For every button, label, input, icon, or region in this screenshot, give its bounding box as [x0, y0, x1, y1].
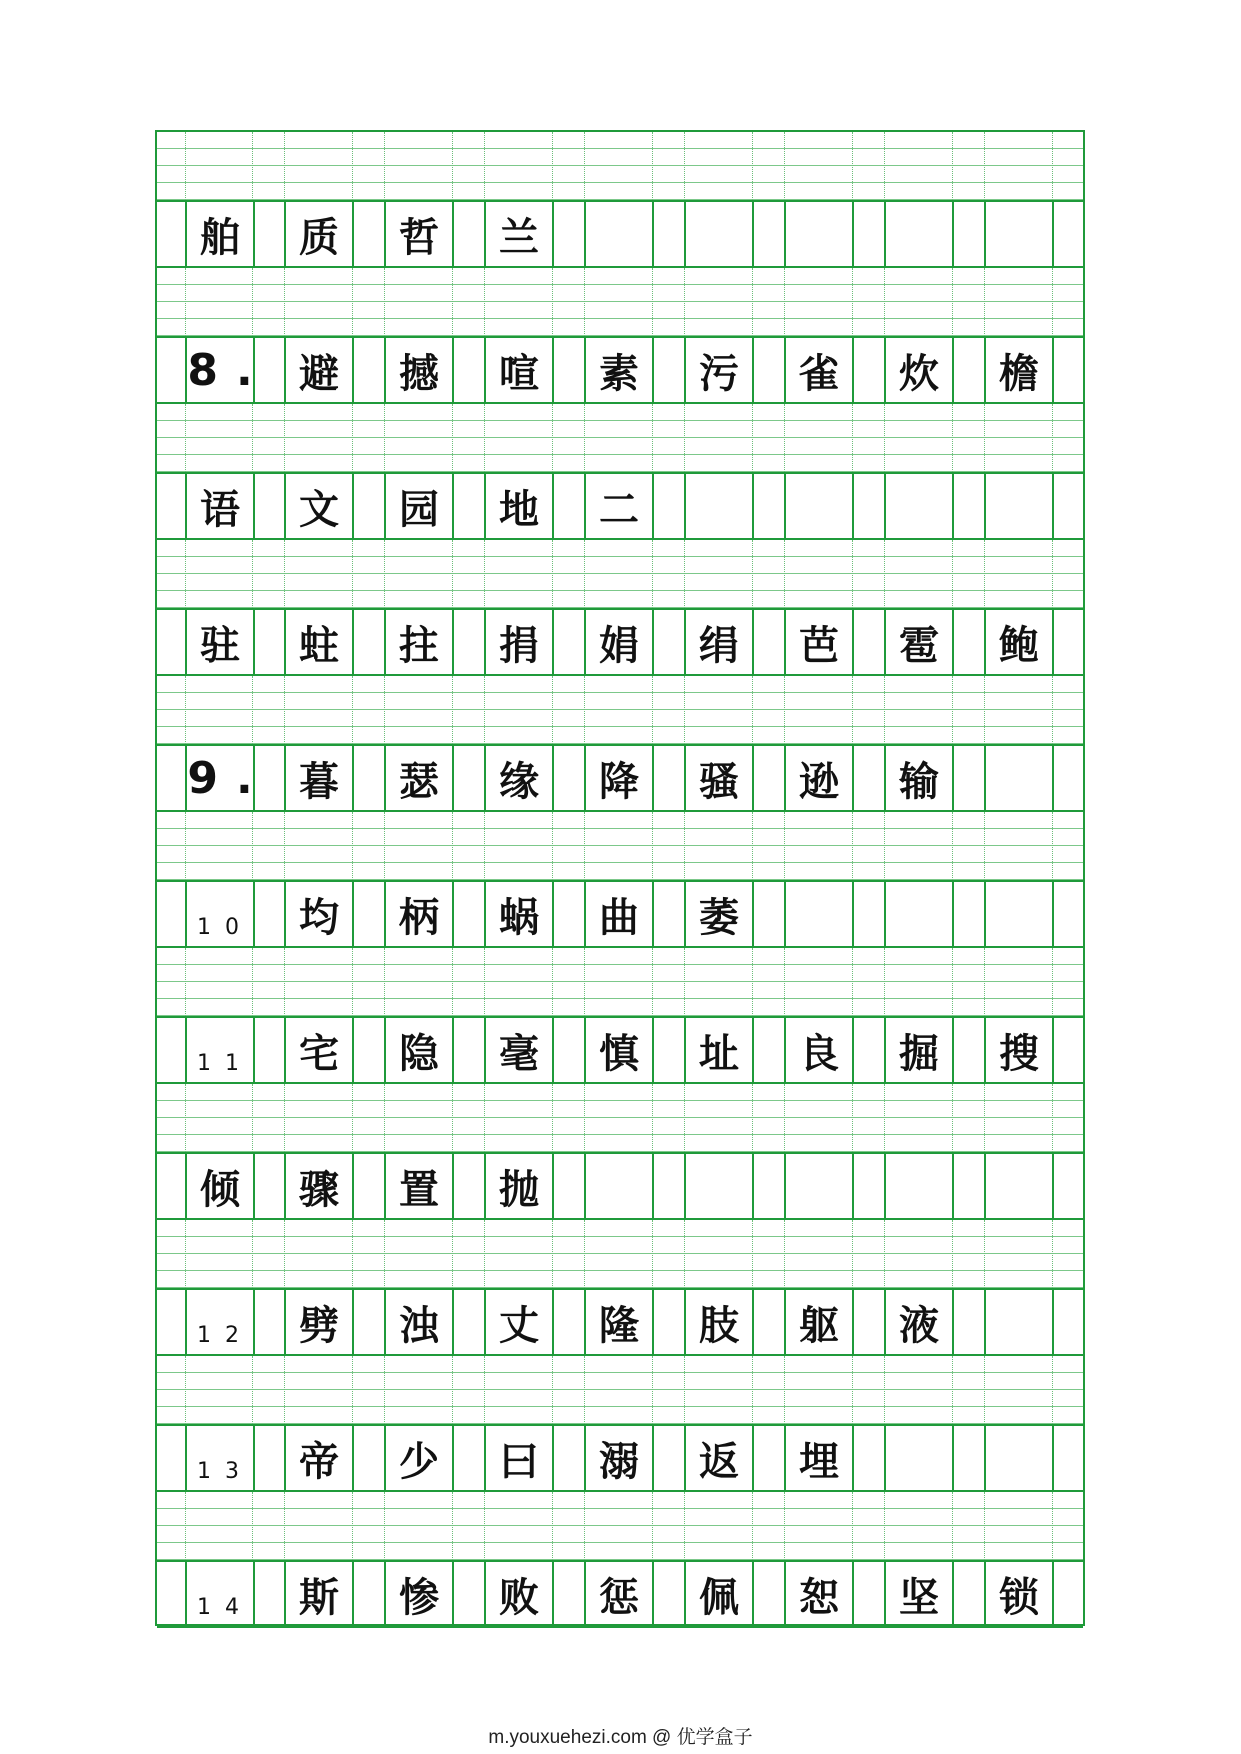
pinyin-band — [157, 812, 1083, 880]
pinyin-band — [157, 540, 1083, 608]
character-cell: 鲍 — [984, 610, 1054, 674]
character-cell: 溺 — [584, 1426, 654, 1490]
character-cell: 11 — [185, 1018, 255, 1082]
character-cell: 撼 — [384, 338, 454, 402]
character-cell: 返 — [684, 1426, 754, 1490]
character-cell: 文 — [284, 474, 354, 538]
character-row — [157, 1288, 1083, 1356]
character-cell: 檐 — [984, 338, 1054, 402]
character-cell — [884, 882, 954, 946]
character-cell: 液 — [884, 1290, 954, 1354]
character-cell: 污 — [684, 338, 754, 402]
character-cell: 躯 — [784, 1290, 854, 1354]
character-cell — [884, 202, 954, 266]
character-cell: 蛀 — [284, 610, 354, 674]
character-cell: 址 — [684, 1018, 754, 1082]
character-cell — [784, 1154, 854, 1218]
pinyin-band — [157, 1084, 1083, 1152]
character-cell: 良 — [784, 1018, 854, 1082]
character-cell: 雀 — [784, 338, 854, 402]
character-cell: 掘 — [884, 1018, 954, 1082]
character-row — [157, 608, 1083, 676]
character-cell — [784, 882, 854, 946]
character-cell: 宅 — [284, 1018, 354, 1082]
character-cell — [984, 1426, 1054, 1490]
character-cell: 惨 — [384, 1562, 454, 1626]
character-row — [157, 1560, 1083, 1628]
character-cell: 降 — [584, 746, 654, 810]
character-row — [157, 472, 1083, 540]
pinyin-band — [157, 948, 1083, 1016]
character-cell: 炊 — [884, 338, 954, 402]
character-cell — [984, 746, 1054, 810]
character-cell: 12 — [185, 1290, 255, 1354]
character-cell: 输 — [884, 746, 954, 810]
character-cell: 素 — [584, 338, 654, 402]
character-cell — [984, 474, 1054, 538]
character-cell: 9. — [185, 746, 255, 810]
character-cell: 曰 — [484, 1426, 554, 1490]
character-cell: 二 — [584, 474, 654, 538]
character-cell: 逊 — [784, 746, 854, 810]
character-cell: 慎 — [584, 1018, 654, 1082]
character-cell: 毫 — [484, 1018, 554, 1082]
character-cell: 惩 — [584, 1562, 654, 1626]
character-cell: 地 — [484, 474, 554, 538]
character-cell: 舶 — [185, 202, 255, 266]
character-cell: 避 — [284, 338, 354, 402]
character-cell: 芭 — [784, 610, 854, 674]
character-row — [157, 1424, 1083, 1492]
character-cell: 语 — [185, 474, 255, 538]
character-cell: 丈 — [484, 1290, 554, 1354]
character-cell — [784, 474, 854, 538]
character-cell: 捐 — [484, 610, 554, 674]
pinyin-band — [157, 404, 1083, 472]
character-cell: 恕 — [784, 1562, 854, 1626]
character-cell: 斯 — [284, 1562, 354, 1626]
character-cell: 园 — [384, 474, 454, 538]
character-cell: 雹 — [884, 610, 954, 674]
pinyin-band — [157, 1356, 1083, 1424]
character-cell: 骤 — [284, 1154, 354, 1218]
character-cell: 哲 — [384, 202, 454, 266]
pinyin-band — [157, 132, 1083, 200]
character-cell: 质 — [284, 202, 354, 266]
character-row — [157, 744, 1083, 812]
character-cell: 搜 — [984, 1018, 1054, 1082]
character-cell: 坚 — [884, 1562, 954, 1626]
character-cell: 13 — [185, 1426, 255, 1490]
pinyin-band — [157, 268, 1083, 336]
character-cell — [584, 202, 654, 266]
character-cell: 骚 — [684, 746, 754, 810]
character-cell: 柄 — [384, 882, 454, 946]
character-cell — [984, 1290, 1054, 1354]
character-cell — [784, 202, 854, 266]
pinyin-band — [157, 1492, 1083, 1560]
character-cell — [984, 882, 1054, 946]
character-cell: 劈 — [284, 1290, 354, 1354]
character-cell — [884, 1154, 954, 1218]
character-cell — [684, 202, 754, 266]
character-cell — [884, 474, 954, 538]
character-cell: 14 — [185, 1562, 255, 1626]
character-cell: 暮 — [284, 746, 354, 810]
character-cell — [884, 1426, 954, 1490]
character-cell: 浊 — [384, 1290, 454, 1354]
character-cell: 喧 — [484, 338, 554, 402]
writing-grid-sheet — [155, 130, 1085, 1626]
character-row — [157, 1152, 1083, 1220]
character-cell: 肢 — [684, 1290, 754, 1354]
character-cell: 曲 — [584, 882, 654, 946]
character-cell: 抛 — [484, 1154, 554, 1218]
character-cell — [684, 1154, 754, 1218]
character-cell: 瑟 — [384, 746, 454, 810]
character-cell: 少 — [384, 1426, 454, 1490]
character-row — [157, 200, 1083, 268]
character-cell: 绢 — [684, 610, 754, 674]
footer-source: m.youxuehezi.com @ 优学盒子 — [488, 1727, 753, 1748]
pinyin-band — [157, 1220, 1083, 1288]
character-cell: 缘 — [484, 746, 554, 810]
character-cell: 驻 — [185, 610, 255, 674]
character-cell: 倾 — [185, 1154, 255, 1218]
character-cell: 兰 — [484, 202, 554, 266]
character-cell: 隐 — [384, 1018, 454, 1082]
character-cell — [684, 474, 754, 538]
pinyin-band — [157, 676, 1083, 744]
character-cell: 8. — [185, 338, 255, 402]
character-row — [157, 336, 1083, 404]
character-cell: 萎 — [684, 882, 754, 946]
character-cell: 隆 — [584, 1290, 654, 1354]
character-cell: 置 — [384, 1154, 454, 1218]
character-cell: 均 — [284, 882, 354, 946]
character-cell: 帝 — [284, 1426, 354, 1490]
character-cell: 娟 — [584, 610, 654, 674]
character-cell: 佩 — [684, 1562, 754, 1626]
character-cell: 蜗 — [484, 882, 554, 946]
character-row — [157, 1016, 1083, 1084]
character-cell — [984, 1154, 1054, 1218]
character-cell: 埋 — [784, 1426, 854, 1490]
character-cell: 败 — [484, 1562, 554, 1626]
character-cell: 锁 — [984, 1562, 1054, 1626]
character-cell — [984, 202, 1054, 266]
character-cell — [584, 1154, 654, 1218]
character-cell: 10 — [185, 882, 255, 946]
character-cell: 拄 — [384, 610, 454, 674]
character-row — [157, 880, 1083, 948]
